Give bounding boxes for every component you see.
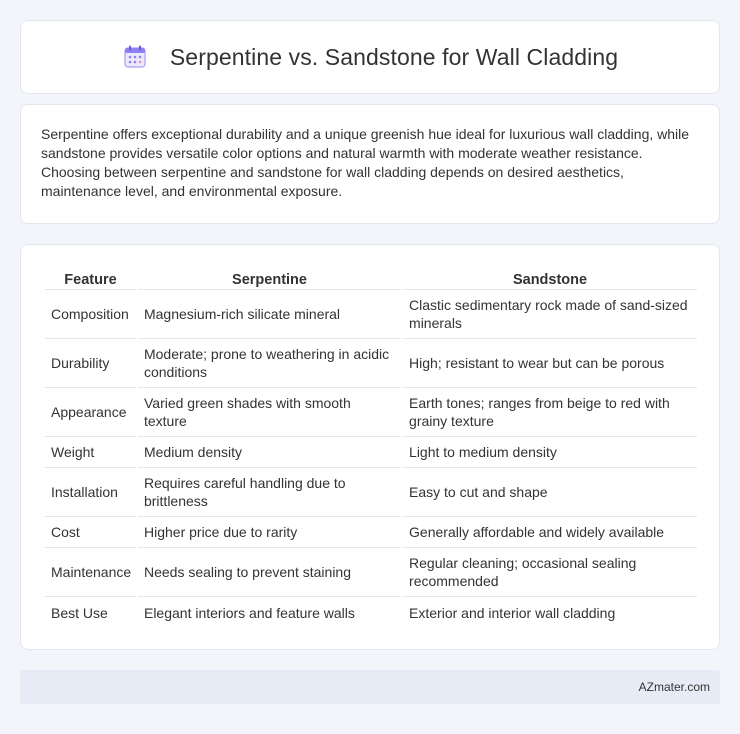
serpentine-cell: Medium density	[138, 437, 401, 468]
sandstone-cell: High; resistant to wear but can be porous	[403, 339, 697, 388]
table-row	[45, 388, 697, 437]
sandstone-cell: Clastic sedimentary rock made of sand-sized minerals	[403, 290, 697, 339]
page-title: Serpentine vs. Sandstone for Wall Cladding	[169, 43, 619, 70]
table-row	[45, 548, 697, 597]
sandstone-cell: Regular cleaning; occasional sealing recommended	[403, 548, 697, 597]
feature-cell: Weight	[45, 437, 136, 468]
feature-cell: Installation	[45, 468, 136, 517]
table-row	[45, 437, 697, 468]
serpentine-cell: Requires careful handling due to brittleness	[138, 468, 401, 517]
header-serpentine: Serpentine	[138, 261, 401, 290]
serpentine-cell: Varied green shades with smooth texture	[138, 388, 401, 437]
header-feature: Feature	[45, 261, 136, 290]
feature-cell: Durability	[45, 339, 136, 388]
serpentine-cell: Needs sealing to prevent staining	[138, 548, 401, 597]
footer-site-name: AZmater.com	[638, 680, 710, 694]
header-sandstone: Sandstone	[403, 261, 697, 290]
serpentine-cell: Moderate; prone to weathering in acidic conditions	[138, 339, 401, 388]
comparison-table	[43, 261, 699, 628]
table-row	[45, 339, 697, 388]
table-header-row	[45, 261, 697, 290]
sandstone-cell: Exterior and interior wall cladding	[409, 604, 616, 621]
table-row	[45, 468, 697, 517]
title-card	[20, 20, 720, 94]
comparison-card	[20, 244, 720, 650]
sandstone-cell: Light to medium density	[403, 437, 697, 468]
feature-cell: Cost	[45, 517, 136, 548]
table-row	[45, 290, 697, 339]
summary-card	[20, 104, 720, 224]
serpentine-cell: Higher price due to rarity	[138, 517, 401, 548]
footer	[20, 670, 720, 704]
summary-text: Serpentine offers exceptional durability and a unique greenish hue ideal for luxurious wall cladding, while sandstone provides versatile color options and natural warmth with moderate weather resistance. Choosing between serpentine and sandstone for wall cladding depends on desired aesthetics, maintenance level, and environmental exposure.	[41, 126, 690, 199]
feature-cell: Maintenance	[45, 548, 136, 597]
sandstone-cell: Earth tones; ranges from beige to red with grainy texture	[403, 388, 697, 437]
sandstone-cell: Easy to cut and shape	[403, 468, 697, 517]
serpentine-cell: Elegant interiors and feature walls	[143, 604, 355, 621]
table-row	[45, 517, 697, 548]
feature-cell: Composition	[45, 290, 136, 339]
table-row	[45, 597, 697, 628]
sandstone-cell: Generally affordable and widely available	[403, 517, 697, 548]
feature-cell: Best Use	[51, 604, 108, 621]
serpentine-cell: Magnesium-rich silicate mineral	[138, 290, 401, 339]
feature-cell: Appearance	[45, 388, 136, 437]
calendar-icon	[122, 44, 148, 70]
